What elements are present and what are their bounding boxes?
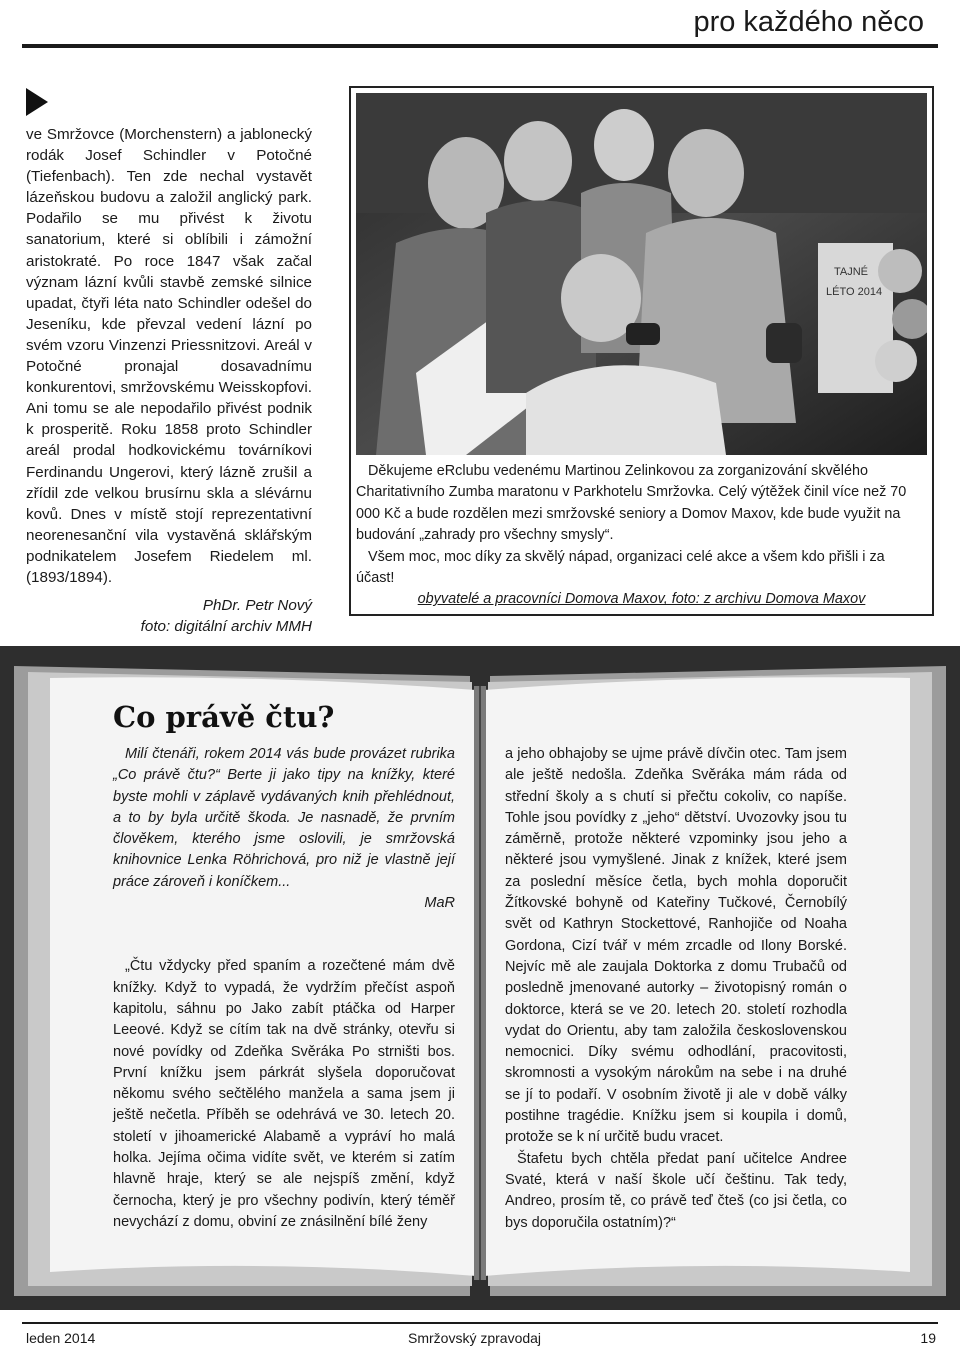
book-column-title: Co právě čtu? (113, 700, 335, 734)
poster-text-1: TAJNÉ (834, 266, 869, 278)
triangle-arrow-icon (26, 88, 48, 116)
event-photo-illustration (356, 93, 927, 455)
book-right-paragraph-2: Štafetu bych chtěla předat paní učitelce Andree Svaté, která v naší škole učí češtinu. Tak tedy, Andreo, prosím tě, co právě teď čteš (co jsi četla, co bys doporučila ostatním)?“ (505, 1150, 847, 1231)
footer-publication: Smržovský zpravodaj (408, 1330, 542, 1346)
book-right-page (505, 744, 847, 1234)
photo-box (349, 86, 934, 616)
book-left-page (113, 744, 455, 1233)
history-article-text: ve Smržovce (Morchenstern) a jablonecký rodák Josef Schindler v Potočné (Tiefenbach). Ten zde nechal vystavět lázeňskou budovu a založil anglický park. Podařilo se mu přivést k životu sanatorium, které si oblíbili i zámožní aristokraté. Po roce 1847 však začal význam lázní kvůli stavbě zemské silnice upadat, čtyři léta nato Schindler odešel do Jeseníku, kde převzal vedení lázní po svém vzoru Vinzenzi Priessnitzovi. Areál v Potočné pronajal dosavadnímu konkurentovi, smržovskému Weisskopfovi. Ani tomu se ale nepodařilo přivést podnik k prosperitě. Roku 1858 proto Schindler areál prodal hodkovickému továrníkovi Ferdinandu Ungerovi, který lázně zrušil a zřídil zde velkou brusírnu skla a slévárnu kovů. Dnes v místě stojí reprezentativní neorenesanční vila vystavěná sklářským podnikatelem Josefem Riedelem ml. (1893/1894). (26, 126, 312, 586)
header-bar (22, 0, 938, 48)
caption-paragraph-1: Děkujeme eRclubu vedenému Martinou Zelinkovou za zorganizování skvělého Charitativního Zumba maratonu v Parkhotelu Smržovka. Celý výtěžek činil více než 70 000 Kč a bude rozdělen mezi smržovské seniory a Domov Maxov, kde bude využit na budování „zahrady pro všechny smysly“. (356, 463, 907, 544)
article-photo-credit: foto: digitální archiv MMH (140, 618, 312, 636)
footer-page-number: 19 (920, 1330, 936, 1346)
caption-credit: obyvatelé a pracovníci Domova Maxov, foto: z archivu Domova Maxov (417, 591, 866, 608)
page-footer (22, 1322, 938, 1346)
book-intro-signature: MaR (424, 895, 455, 912)
photo-caption (356, 461, 927, 611)
section-title: pro každého něco (693, 6, 924, 38)
history-article (26, 124, 312, 637)
poster-text-2: LÉTO 2014 (826, 286, 883, 298)
event-photo (356, 93, 927, 455)
caption-paragraph-2: Všem moc, moc díky za skvělý nápad, organizaci celé akce a všem kdo přišli i za účast! (356, 548, 885, 587)
book-right-paragraph-1: a jeho obhajoby se ujme právě dívčin otec. Tam jsem ale ještě nedošla. Zdeňka Svěráka mám ráda od střední školy a s chutí si přečtu cokoliv, co napíše. Tohle jsou povídky z „jeho“ dětství. Uvozovky jsou tu záměrně, protože některé vzpominky jsou jeho a některé jsou vymyšlené. Jinak z knížek, které jsem za poslední měsíce četla, bych mohla doporučit Žítkovské bohyně od Kateřiny Tučkové, Černobílý svět od Kathryn Stockettové, Ranhojiče od Noaha Gordona, Cizí tvář v mém zrcadle od Ilony Borské. Nejvíc mě ale zaujala Doktorka z domu Trubačů od posledně jmenované autorky – životopisný román o doktorce, která se ve 20. letech 20. století rozhodla vydat do Orientu, aby tam založila československou nemocnici. Díky svému odhodlání, pracovitosti, skromnosti a vysokým nárokům na sebe i na druhé se jí to podaří. V osobním životě ji ale v době války postihne tragédie. Knížku jsem si koupila i domů, protože se k ní určitě budu vracet. (505, 746, 847, 1146)
book-intro: Milí čtenáři, rokem 2014 vás bude provázet rubrika „Co právě čtu?“ Berte ji jako tipy na knížky, které byste mohli v záplavě vydávaných knih přehlédnout, a to by byla určitě škoda. Je nasnadě, že prvním člověkem, kterého jsme oslovili, je smržovská knihovnice Lenka Röhrichová, pro niž je vlastně její práce zároveň i koníčkem... (113, 746, 455, 890)
book-left-body: „Čtu vždycky před spaním a rozečtené mám dvě knížky. Když to vypadá, že vydržím přečíst aspoň kapitolu, sáhnu po Jako zabít ptáčka od Harper Leeové. Když se cítím tak na dvě stránky, otevřu si nové povídky od Zdeňka Svěráka Po strništi bos. První knížku jsem párkrát slyšela doporučovat někomu svého sečtělého manžela a sama jsem ji ještě nečetla. Příběh se odehrává ve 30. letech 20. století v jihoamerické Alabamě a vypráví ho malá holka. Jejíma očima vidíte svět, ve kterém si zatím hlavně hraje, který se ale nejspíš změní, když černocha, který je pro všechny podivín, který téměř nevychází z domu, obviní ze znásilnění bílé ženy (113, 958, 455, 1230)
article-author: PhDr. Petr Nový (202, 597, 312, 615)
footer-date: leden 2014 (26, 1330, 96, 1346)
